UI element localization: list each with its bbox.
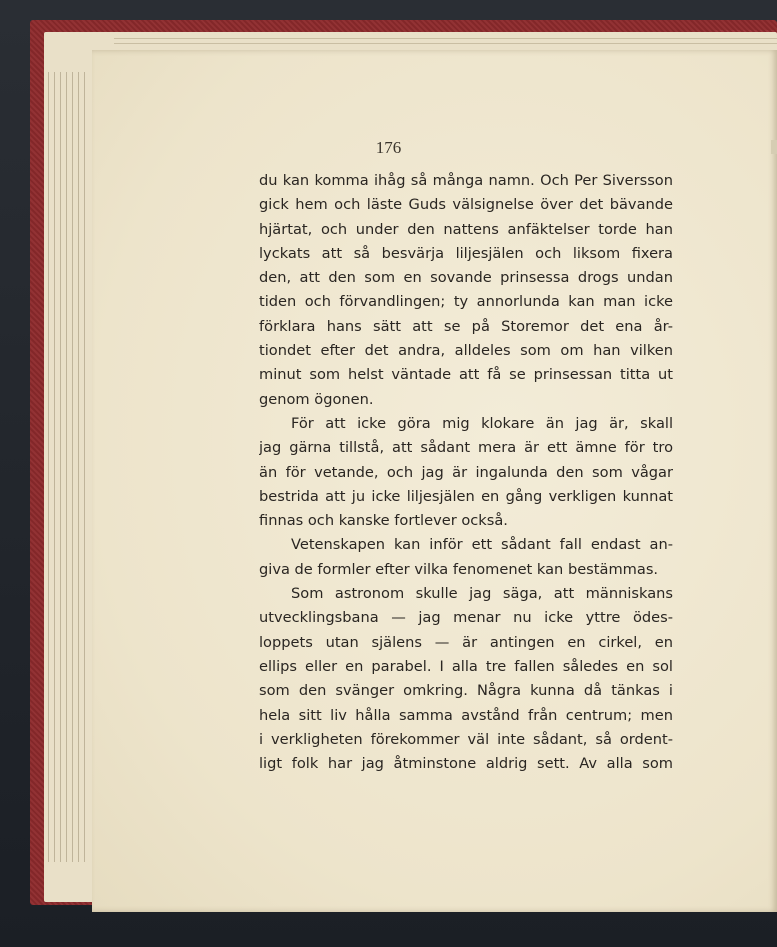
page-text [259, 172, 673, 779]
text-line: lyckats att så besvärja liljesjälen och liksom fixera [259, 244, 673, 262]
text-line: den, att den som en sovande prinsessa drogs undan [259, 269, 673, 287]
page-edge [78, 72, 79, 862]
text-line: utvecklingsbana — jag menar nu icke yttre ödes- [259, 609, 673, 627]
page-edge [114, 38, 777, 39]
text-line: ligt folk har jag åtminstone aldrig sett. Av alla som [259, 755, 673, 773]
text-line: i verkligheten förekommer väl inte sådant, så ordent- [259, 730, 673, 748]
text-line: förklara hans sätt att se på Storemor det ena år- [259, 317, 673, 335]
text-line: giva de formler efter vilka fenomenet kan bestämmas. [259, 560, 659, 578]
text-line: Som astronom skulle jag säga, att människans [291, 585, 673, 603]
text-line: hela sitt liv hålla samma avstånd från centrum; men [259, 706, 673, 724]
text-line: tiden och förvandlingen; ty annorlunda kan man icke [259, 293, 673, 311]
text-line: Vetenskapen kan inför ett sådant fall endast an- [291, 536, 673, 554]
text-line: gick hem och läste Guds välsignelse över det bävande [259, 196, 673, 214]
page-edge [66, 72, 67, 862]
page-edge [114, 43, 777, 44]
text-line: genom ögonen. [259, 390, 374, 408]
page-edge [54, 72, 55, 862]
page-edge [72, 72, 73, 862]
text-line: som den svänger omkring. Några kunna då tänkas i [259, 682, 673, 700]
page-edge [60, 72, 61, 862]
text-line: jag gärna tillstå, att sådant mera är ett ämne för tro [259, 439, 673, 457]
text-line: För att icke göra mig klokare än jag är, skall [291, 414, 673, 432]
text-line: minut som helst väntade att få se prinsessan titta ut [259, 366, 673, 384]
text-line: tiondet efter det andra, alldeles som om han vilken [259, 342, 673, 360]
page-edge [84, 72, 85, 862]
text-line: än för vetande, och jag är ingalunda den som vågar [259, 463, 673, 481]
text-line: hjärtat, och under den nattens anfäktelser torde han [259, 220, 673, 238]
text-line: bestrida att ju icke liljesjälen en gång verkligen kunnat [259, 487, 673, 505]
text-line: ellips eller en parabel. I alla tre fallen således en sol [259, 657, 673, 675]
page-number: 176 [375, 138, 402, 157]
text-line: loppets utan själens — är antingen en cirkel, en [259, 633, 673, 651]
text-line: du kan komma ihåg så många namn. Och Per Siversson [259, 172, 673, 189]
text-line: finnas och kanske fortlever också. [259, 512, 508, 530]
page-edge [48, 72, 49, 862]
